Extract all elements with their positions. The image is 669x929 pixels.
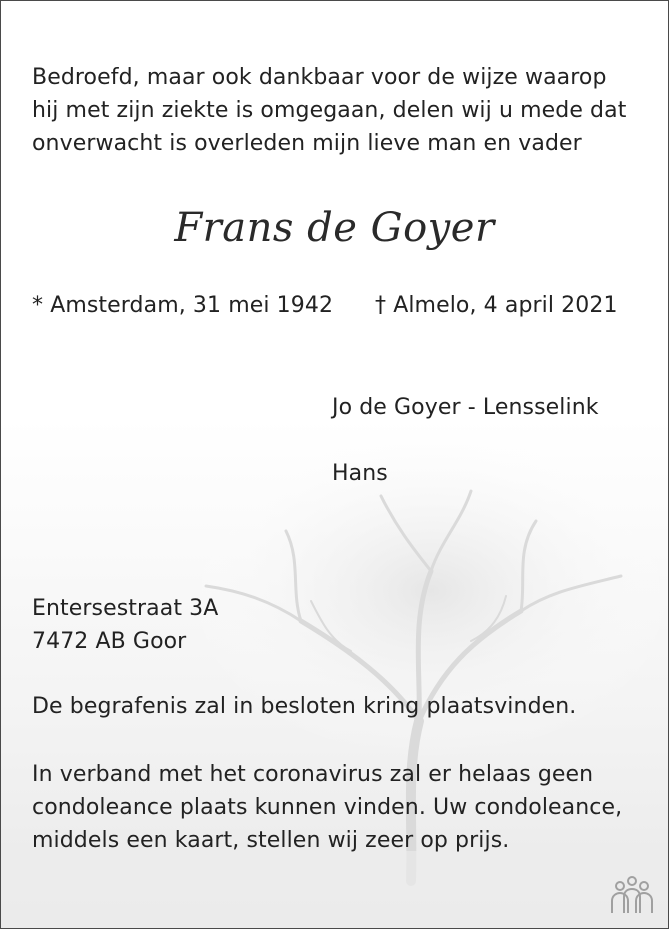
intro-line: onverwacht is overleden mijn lieve man en vader	[32, 131, 582, 156]
address-block	[32, 592, 218, 658]
signatory-wife: Jo de Goyer - Lensselink	[332, 395, 599, 420]
signatory-son: Hans	[332, 461, 388, 486]
funeral-note: De begrafenis zal in besloten kring plaatsvinden.	[32, 694, 577, 719]
corona-note	[32, 758, 622, 857]
intro-paragraph	[32, 61, 626, 160]
address-city: 7472 AB Goor	[32, 629, 187, 654]
intro-line: hij met zijn ziekte is omgegaan, delen wij u mede dat	[32, 98, 627, 123]
people-group-logo-icon	[609, 875, 655, 915]
address-street: Entersestraat 3A	[32, 596, 219, 621]
corona-line: middels een kaart, stellen wij zeer op prijs.	[32, 828, 510, 853]
death-info: † Almelo, 4 april 2021	[375, 293, 618, 318]
corona-line: In verband met het coronavirus zal er helaas geen	[32, 762, 594, 787]
deceased-name: Frans de Goyer	[174, 205, 495, 251]
corona-line: condoleance plaats kunnen vinden. Uw condoleance,	[32, 795, 623, 820]
birth-info: * Amsterdam, 31 mei 1942	[32, 293, 334, 318]
intro-line: Bedroefd, maar ook dankbaar voor de wijze waarop	[32, 65, 607, 90]
